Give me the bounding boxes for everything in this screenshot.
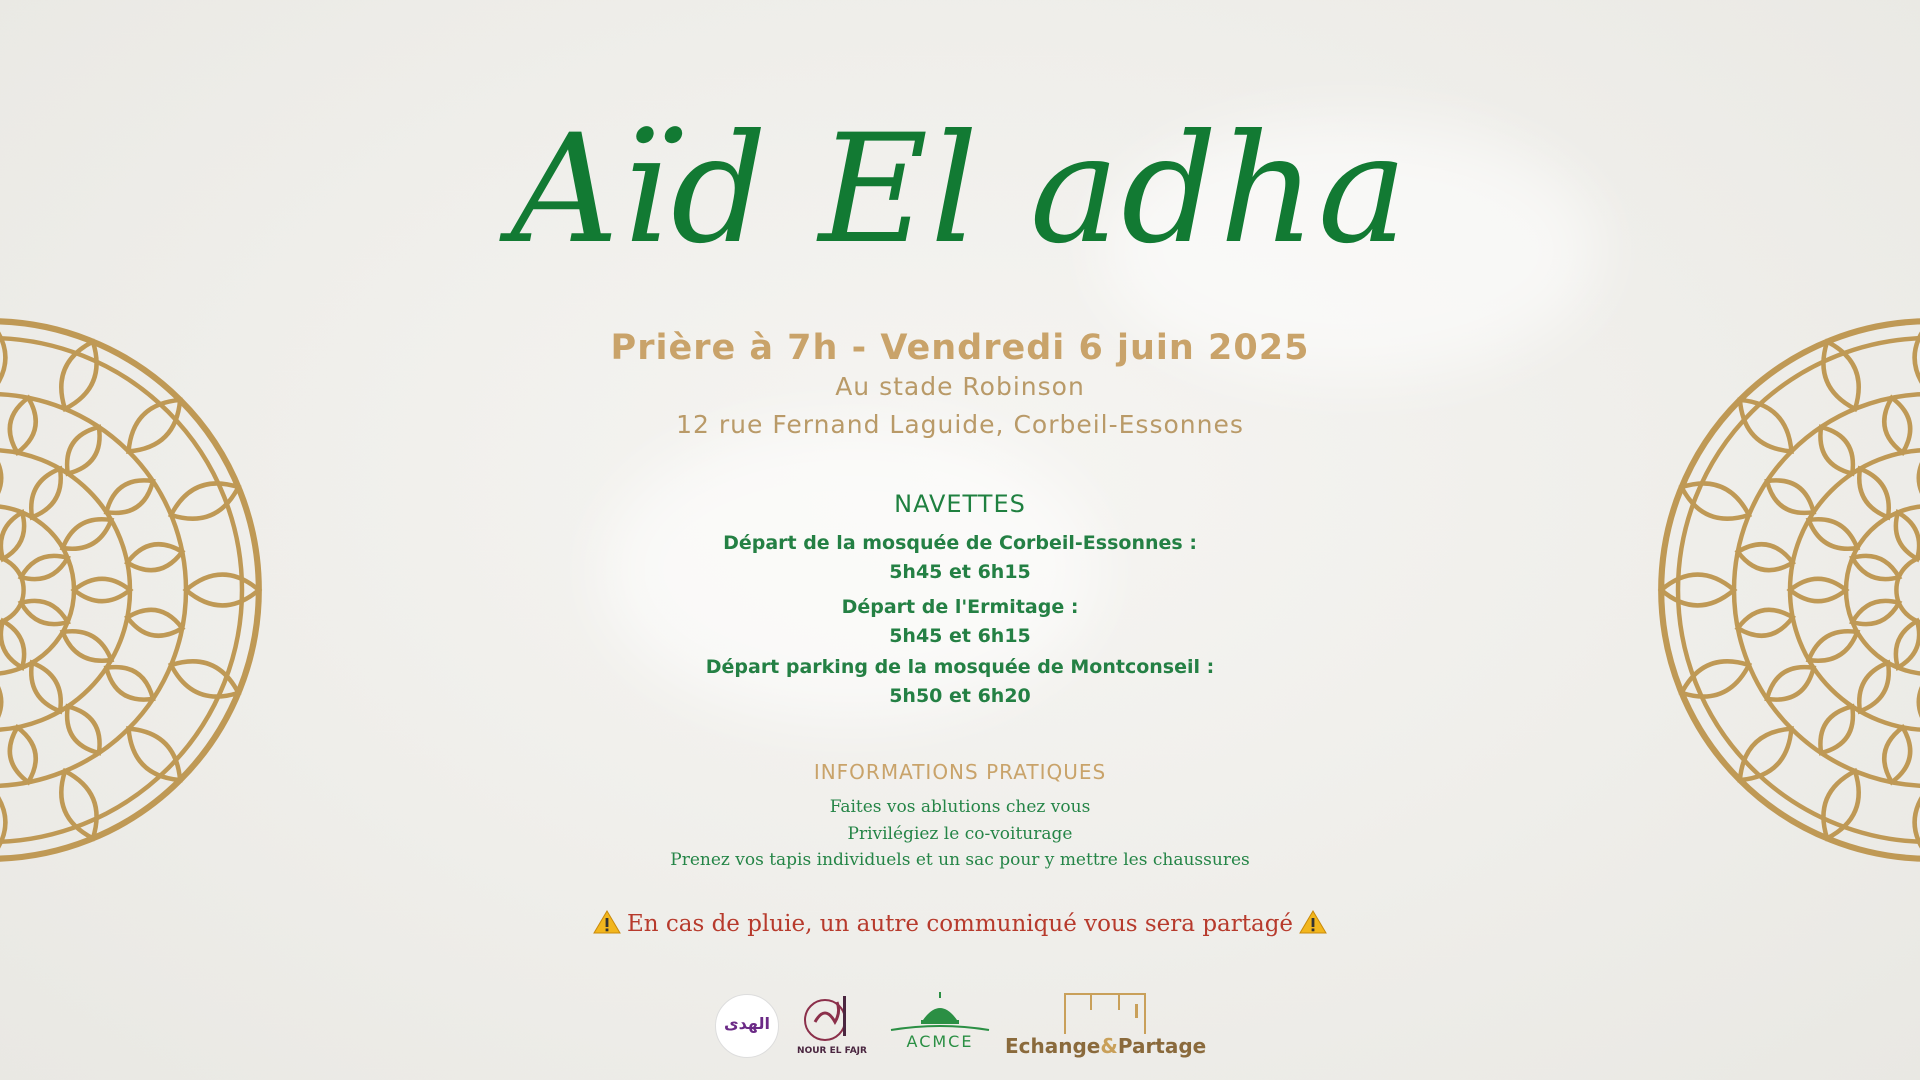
ampersand: & [1100, 1034, 1118, 1058]
acmce-label: ACMCE [906, 1032, 974, 1051]
info-heading: INFORMATIONS PRATIQUES [813, 760, 1107, 784]
acmce-logo [885, 990, 995, 1060]
alhouda-logo: الهدى [715, 994, 779, 1058]
departure-times: 5h45 et 6h15 [889, 625, 1031, 647]
echange-partage-label [1005, 1034, 1215, 1058]
warning-icon [593, 909, 621, 935]
echange-word: Echange [1005, 1034, 1101, 1058]
navettes-heading: NAVETTES [894, 490, 1026, 518]
rain-warning [0, 909, 1920, 937]
departure-place: Départ de la mosquée de Corbeil-Essonnes : [723, 532, 1197, 554]
partner-logos [715, 990, 1215, 1060]
venue-name: Au stade Robinson [835, 372, 1085, 401]
venue-address: 12 rue Fernand Laguide, Corbeil-Essonnes [676, 410, 1244, 439]
departure-place: Départ parking de la mosquée de Montconseil : [705, 656, 1215, 678]
nour-el-fajr-logo [797, 992, 867, 1058]
warning-icon [1299, 909, 1327, 935]
info-line: Prenez vos tapis individuels et un sac pour y mettre les chaussures [670, 850, 1250, 870]
rain-warning-text: En cas de pluie, un autre communiqué vous sera partagé [626, 911, 1294, 937]
mosque-dome-icon [885, 990, 995, 1034]
departure-times: 5h50 et 6h20 [889, 685, 1031, 707]
info-line: Privilégiez le co-voiturage [847, 824, 1073, 844]
mandala-petal [67, 706, 100, 753]
echange-partage-logo [1005, 990, 1215, 1060]
mandala-petal [1820, 706, 1853, 753]
departure-place: Départ de l'Ermitage : [841, 596, 1079, 618]
nour-el-fajr-label: NOUR EL FAJR [797, 1046, 867, 1056]
nour-el-fajr-emblem-icon [797, 992, 867, 1044]
departure-times: 5h45 et 6h15 [889, 561, 1031, 583]
partage-word: Partage [1117, 1034, 1207, 1058]
house-outline-icon [1005, 990, 1215, 1034]
prayer-time: Prière à 7h - Vendredi 6 juin 2025 [610, 328, 1310, 368]
event-title: Aïd El adha [510, 103, 1410, 277]
info-line: Faites vos ablutions chez vous [829, 797, 1091, 817]
